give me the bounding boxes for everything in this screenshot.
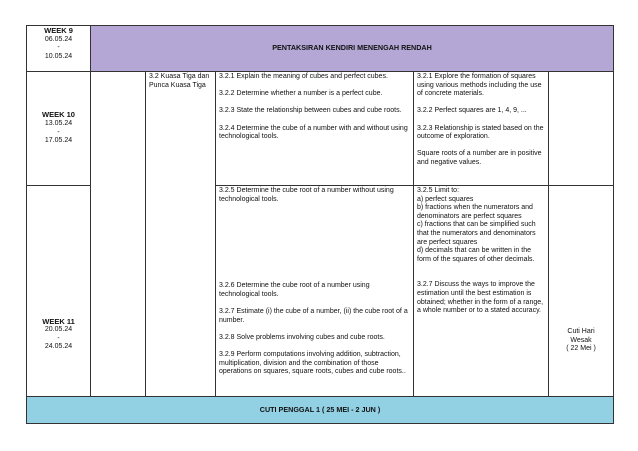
week-10-notes-cell — [414, 72, 549, 186]
standard-3-2-1: 3.2.1 Explain the meaning of cubes and perfect cubes. — [219, 73, 388, 80]
week-10-remark-cell — [549, 72, 614, 186]
week-11-dates: 20.05.24 - 24.05.24 — [44, 326, 73, 351]
week-11-notes-cell — [414, 186, 549, 397]
week-11-label: WEEK 11 — [42, 316, 75, 326]
standard-3-2-4: 3.2.4 Determine the cube of a number with and without using technological tools. — [219, 124, 408, 141]
note-3-2-2: 3.2.2 Perfect squares are 1, 4, 9, ... — [417, 107, 527, 115]
standard-3-2-3: 3.2.3 State the relationship between cubes and cube roots. — [219, 107, 402, 115]
week-10-standards-cell — [216, 72, 414, 186]
standard-3-2-2: 3.2.2 Determine whether a number is a perfect cube. — [219, 90, 383, 98]
week-11-standards-cell — [216, 186, 414, 397]
row-week-9 — [27, 26, 614, 72]
note-3-2-1: 3.2.1 Explore the formation of squares using various methods including the use of concrete materials. — [417, 73, 542, 98]
note-3-2-3: 3.2.3 Relationship is stated based on the outcome of exploration. — [417, 124, 544, 141]
week-9-dates: 06.05.24 - 10.05.24 — [44, 35, 73, 60]
standard-3-2-8: 3.2.8 Solve problems involving cubes and cube roots. — [219, 333, 385, 341]
empty-column-cell — [91, 72, 146, 397]
note-3-2-7: 3.2.7 Discuss the ways to improve the estimation until the best estimation is obtained; whether in the form of a range, a whole number or to a stated accuracy. — [417, 281, 544, 315]
row-week-10 — [27, 72, 614, 186]
week-10-label: WEEK 10 — [42, 110, 75, 120]
week-10-cell — [27, 72, 91, 186]
week-10-dates: 13.05.24 - 17.05.24 — [44, 119, 73, 145]
week-9-cell — [27, 26, 91, 72]
week-9-label: WEEK 9 — [44, 26, 73, 35]
assessment-banner: PENTAKSIRAN KENDIRI MENENGAH RENDAH — [91, 26, 614, 72]
standard-3-2-9: 3.2.9 Perform computations involving addition, subtraction, multiplication, division and the combination of those operations on squares, square roots, cubes and cube roots.. — [219, 350, 406, 376]
week-11-cell — [27, 186, 91, 397]
scheme-of-work-table — [26, 25, 614, 424]
standard-3-2-7: 3.2.7 Estimate (i) the cube of a number, (ii) the cube root of a number. — [219, 307, 408, 324]
holiday-remark: Cuti Hari Wesak ( 22 Mei ) — [549, 186, 614, 397]
scheme-of-work-page — [26, 25, 613, 424]
row-footer — [27, 397, 614, 424]
topic-cell: 3.2 Kuasa Tiga dan Punca Kuasa Tiga — [146, 72, 216, 397]
standard-3-2-6: 3.2.6 Determine the cube root of a number using technological tools. — [219, 282, 370, 298]
note-3-2-5: 3.2.5 Limit to: a) perfect squares b) fractions when the numerators and denominators are perfect squares c) fractions that can be simplified such that the numerators and denominators are perfect squares d) decimals that can be written in the form of the squares of other decimals. — [417, 187, 536, 263]
term-break-banner: CUTI PENGGAL 1 ( 25 MEI - 2 JUN ) — [27, 397, 614, 424]
note-square-roots: Square roots of a number are in positive and negative values. — [417, 150, 542, 166]
standard-3-2-5: 3.2.5 Determine the cube root of a number without using technological tools. — [219, 187, 394, 203]
